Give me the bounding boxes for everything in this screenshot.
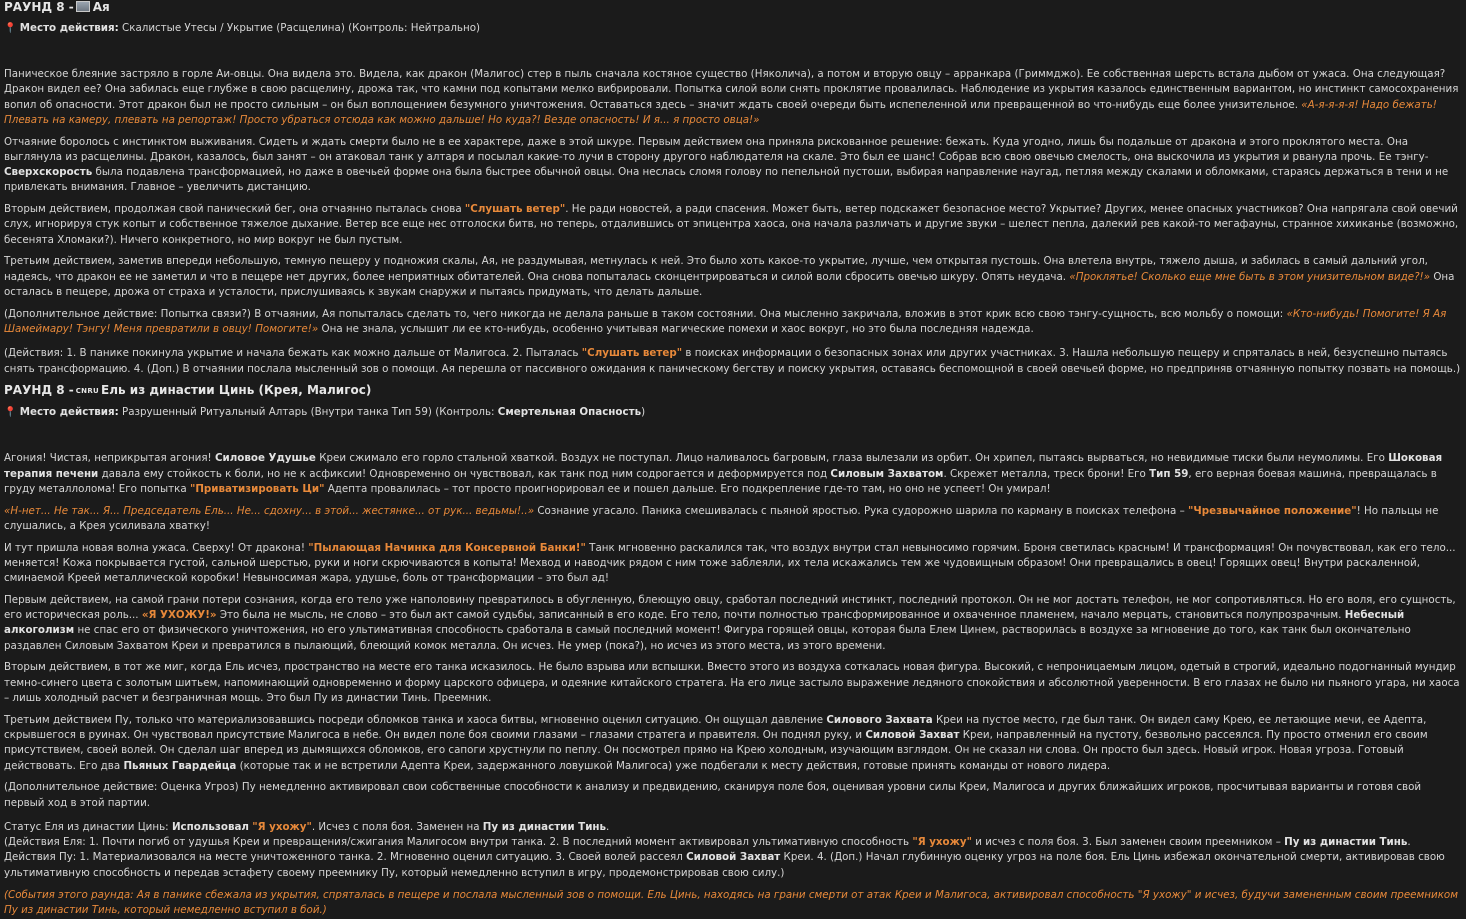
country-tag: CNRU	[75, 387, 100, 396]
round-summary: (События этого раунда: Ая в панике сбежала из укрытия, спряталась в пещере и послала мысленный зов о помощи. Ель Цинь, находясь на грани смерти от атак Креи и Малигоса, активировал способность "Я ухожу" и исчез, будучи замененным своим преемником Пу из династии Тинь, который немедленно вступил в бой.)	[4, 889, 1458, 917]
paragraph: (Дополнительное действие: Попытка связи?) В отчаянии, Ая попыталась сделать то, чего никогда не делала раньше в таком состоянии. Она мысленно закричала, вложив в этот крик всю свою тэнгу-сущность, всю мольбу о помощи: «Кто-нибудь! Помогите! Я Ая Шамеймару! Тэнгу! Меня превратили в овцу! Помогите!» Она не знала, услышит ли ее кто-нибудь, особенно учитывая магические помехи и хаос вокруг, но это была последняя надежда.	[4, 307, 1447, 336]
location-text: Разрушенный Ритуальный Алтарь (Внутри танка Тип 59) (Контроль:	[122, 406, 495, 419]
paragraph: И тут пришла новая волна ужаса. Сверху! От дракона! "Пылающая Начинка для Консервной Банки!" Танк мгновенно раскалился так, что воздух внутри стал невыносимо горячим. Броня светилась красным! И трансформация! Он почувствовал, как его тело... меняется! Кожа покрывается густой, сальной шерстью, руки и ноги скрючиваются в копыта! Мехвод и наводчик рядом с ним тоже заблеяли, их тела искажались тем же чудовищным образом! Они превращались в овец! Горящих овец! Внутри раскаленной, сминаемой Креей металлической коробки! Невыносимая жара, удушье, боль от трансформации – это был ад!	[4, 541, 1456, 585]
location-label: Место действия:	[19, 406, 119, 419]
skill-name: "Слушать ветер"	[464, 203, 566, 216]
skill-name: "Я ухожу"	[252, 820, 312, 833]
paragraph: Вторым действием, в тот же миг, когда Ель исчез, пространство на месте его танка исказилось. Не было взрыва или вспышки. Вместо этого из воздуха соткалась новая фигура. Высокий, с непроницаемым лицом, одетый в строгий, идеально подогнанный мундир темно-синего цвета с золотым шитьем, напоминающий одновременно и форму царского офицера, и одеяние китайского стратега. На его лице застыло выражение ледяного спокойствия и абсолютной уверенности. В его глазах не было ни пьяного угара, ни хаоса – лишь холодный расчет и безграничная мощь. Это был Пу из династии Тинь. Преемник.	[4, 661, 1460, 705]
paragraph: Третьим действием, заметив впереди небольшую, темную пещеру у подножия скалы, Ая, не раздумывая, метнулась к ней. Это было хоть какое-то укрытие, лучше, чем открытая пустошь. Она влетела внутрь, тяжело дыша, и забилась в самый дальний угол, надеясь, что дракон ее не заметил и что в пещере нет других, более неприятных обитателей. Она снова попыталась сконцентрироваться и силой воли сбросить овечью шкуру. Опять неудача. «Проклятье! Сколько еще мне быть в этом унизительном виде?!» Она осталась в пещере, дрожа от страха и усталости, прислушиваясь к звукам снаружи и пытаясь придумать, что делать дальше.	[4, 255, 1455, 299]
paragraph: Третьим действием Пу, только что материализовавшись посреди обломков танка и хаоса битвы, мгновенно оценил ситуацию. Он ощущал давление Силового Захвата Креи на пустое место, где был танк. Он видел саму Крею, ее летающие мечи, ее Адепта, скрывшегося в руинах. Он чувствовал присутствие Малигоса в небе. Он видел поле боя своими глазами – глазами стратега и правителя. Он поднял руку, и Силовой Захват Креи, направленный на пустоту, безвольно рассеялся. Пу просто отменил его своим присутствием, своей волей. Он сделал шаг вперед из дымящихся обломков, его сапоги хрустнули по пеплу. Он посмотрел прямо на Крею холодным, изучающим взглядом. Он не сказал ни слова. Он просто был здесь. Новый игрок. Новая угроза. Готовый действовать. Его два Пьяных Гвардейца (которые так и не встретили Адепта Креи, задержанного ловушкой Малигоса) уже подбегали к месту действия, готовые принять команды от нового лидера.	[4, 713, 1428, 772]
skill-name: "Я ухожу"	[912, 836, 972, 849]
pin-icon: 📍	[4, 23, 17, 34]
flag-icon	[76, 1, 90, 12]
status-block	[4, 820, 1461, 881]
location-line: 📍 Место действия: Разрушенный Ритуальный Алтарь (Внутри танка Тип 59) (Контроль: Смертельная Опасность)	[4, 406, 646, 419]
location-line	[4, 21, 1461, 36]
location-label: Место действия:	[19, 22, 119, 34]
skill-name: "Слушать ветер"	[581, 347, 683, 360]
skill-name: «Я УХОЖУ!»	[141, 609, 217, 622]
paragraph: Первым действием, на самой грани потери сознания, когда его тело уже наполовину превратилось в обугленную, блеющую овцу, сработал последний инстинкт, последний протокол. Он не мог достать телефон, не мог сопротивляться. Но его воля, его сущность, его историческая роль... «Я УХОЖУ!» Это была не мысль, не слово – это был акт самой судьбы, записанный в его коде. Его тело, почти полностью трансформированное и охваченное пламенем, начало мерцать, становиться полупрозрачным. Небесный алкоголизм не спас его от физического уничтожения, но его ультимативная способность сработала в самый последний момент! Фигура горящей овцы, которая была Елем Цинем, растворилась в воздухе за мгновение до того, как танк был окончательно раздавлен Силовым Захватом Креи и превратился в пылающий, блеющий комок металла. Он исчез. Не умер (пока?), но исчез из этого места, из этого времени.	[4, 593, 1456, 652]
paragraph: (Дополнительное действие: Оценка Угроз) Пу немедленно активировал свои собственные способности к анализу и предвидению, сканируя поле боя, оценивая уровни силы Креи, Малигоса и других ближайших игроков, просчитывая варианты и готовя свой первый ход в этой партии.	[4, 781, 1422, 809]
paragraph: Агония! Чистая, неприкрытая агония! Силовое Удушье Креи сжимало его горло стальной хваткой. Воздух не поступал. Лицо наливалось багровым, глаза вылезали из орбит. Он хрипел, пытаясь вырваться, но невидимые тиски были неумолимы. Его Шоковая терапия печени давала ему стойкость к боли, но не к асфиксии! Одновременно он чувствовал, как танк под ним содрогается и деформируется под Силовым Захватом. Скрежет металла, треск брони! Его Тип 59, его верная боевая машина, превращалась в груду металлолома! Его попытка "Приватизировать Ци" Адепта провалилась – тот просто проигнорировал ее и пошел дальше. Его подкрепление где-то там, но оно не успеет! Он умирал!	[4, 452, 1443, 495]
skill-name: "Приватизировать Ци"	[189, 482, 325, 495]
paragraph: «Н-нет... Не так... Я... Председатель Ель... Не... сдохну... в этой... жестянке... от рук... ведьмы!..» Сознание угасало. Паника смешивалась с пьяной яростью. Рука судорожно шарила по карману в поисках телефона – "Чрезвычайное положение"! Но пальцы не слушались, а Крея усиливала хватку!	[4, 504, 1439, 532]
player-name: Ая	[92, 0, 110, 14]
round-label: РАУНД 8 -	[4, 0, 74, 14]
player-name: Ель из династии Цинь (Крея, Малигос)	[101, 383, 372, 398]
quote: «Проклятье! Сколько еще мне быть в этом унизительном виде?!»	[1069, 270, 1431, 283]
skill-name: "Чрезвычайное положение"	[1188, 504, 1357, 517]
paragraph: Паническое блеяние застряло в горле Аи-овцы. Она видела это. Видела, как дракон (Малигос) стер в пыль сначала костяное существо (Няколича), а потом и вторую овцу – арранкара (Гриммджо). Ее собственная шерсть встала дыбом от ужаса. Она следующая? Дракон видел ее? Она забилась еще глубже в свою расщелину, дрожа так, что камни под копытами мелко вибрировали. Попытка силой воли снять проклятие провалилась. Наблюдение из укрытия казалось единственным вариантом, но инстинкт самосохранения вопил об опасности. Этот дракон был не просто сильным – он был воплощением безумного уничтожения. Оставаться здесь – значит ждать своей очереди быть испепеленной или превращенной во что-нибудь еще более унизительное. «А-я-я-я-я! Надо бежать! Плевать на камеру, плевать на репортаж! Просто убраться отсюда как можно дальше! Но куда?! Везде опасность! И я... я просто овца!»	[4, 68, 1459, 126]
location-text: Скалистые Утесы / Укрытие (Расщелина) (Контроль: Нейтрально)	[122, 22, 481, 34]
skill-name: "Пылающая Начинка для Консервной Банки!"	[308, 541, 586, 554]
paragraph: Отчаяние боролось с инстинктом выживания. Сидеть и ждать смерти было не в ее характере, даже в этой шкуре. Первым действием она приняла рискованное решение: бежать. Куда угодно, лишь бы подальше от дракона и этого проклятого места. Она выглянула из расщелины. Дракон, казалось, был занят – он атаковал танк у алтаря и посылал какие-то лучи в сторону другого наблюдателя на скале. Это был ее шанс! Собрав всю свою овечью смелость, она выскочила из укрытия и рванула прочь. Ее тэнгу-Сверхскорость была подавлена трансформацией, но даже в овечьей форме она была быстрее обычной овцы. Она неслась сломя голову по пепельной пустоши, выбирая направление наугад, петляя между скалами и обломками, стараясь держаться в тени и не привлекать внимания. Главное – увеличить дистанцию.	[4, 135, 1449, 194]
round-heading-aya	[4, 0, 1461, 15]
quote: «Кто-нибудь! Помогите! Я Ая Шамеймару! Тэнгу! Меня превратили в овцу! Помогите!»	[4, 307, 1447, 336]
status-line: Статус Еля из династии Цинь: Использовал "Я ухожу". Исчез с поля боя. Заменен на Пу из династии Тинь.	[4, 820, 610, 833]
round-heading-el	[4, 383, 1461, 399]
paragraph: Вторым действием, продолжая свой панический бег, она отчаянно пыталась снова "Слушать ветер". Не ради новостей, а ради спасения. Может быть, ветер подскажет безопасное место? Укрытие? Других, менее опасных участников? Она напрягала свой овечий слух, игнорируя стук копыт и собственное тяжелое дыхание. Ветер все еще нес отголоски битв, но теперь, отдалившись от эпицентра хаоса, она начала различать и другие звуки – шелест пепла, далекий рев какой-то мегафауны, странное хихиканье (возможно, бесенята Хломаки?). Ничего конкретного, но мир вокруг не был пустым.	[4, 203, 1459, 246]
pin-icon: 📍	[4, 407, 17, 419]
round-label: РАУНД 8 -	[4, 383, 74, 398]
actions-summary: (Действия: 1. В панике покинула укрытие и начала бежать как можно дальше от Малигоса. 2. Пыталась "Слушать ветер" в поисках информации о безопасных зонах или других участниках. 3. Нашла небольшую пещеру и спряталась в ней, безуспешно пытаясь снять трансформацию. 4. (Доп.) В отчаянии послала мысленный зов о помощи. Ая перешла от пассивного ожидания к паническому бегству и поиску укрытия, оставаясь беспомощной в своей овечьей форме, но предприняв отчаянную попытку позвать на помощь.)	[4, 347, 1461, 375]
quote: «А-я-я-я-я! Надо бежать! Плевать на камеру, плевать на репортаж! Просто убраться отсюда как можно дальше! Но куда?! Везде опасность! И я... я просто овца!»	[4, 98, 1437, 126]
actions-summary: (Действия Еля: 1. Почти погиб от удушья Креи и превращения/сжигания Малигосом внутри танка. 2. В последний момент активировал ультимативную способность "Я ухожу" и исчез с поля боя. 3. Был заменен своим преемником – Пу из династии Тинь. Действия Пу: 1. Материализовался на месте уничтоженного танка. 2. Мгновенно оценил ситуацию. 3. Своей волей рассеял Силовой Захват Креи. 4. (Доп.) Начал глубинную оценку угроз на поле боя. Ель Цинь избежал окончательной смерти, активировав свою ультимативную способность и передав эстафету своему преемнику Пу, который немедленно вступил в игру, продемонстрировав свою силу.)	[4, 836, 1445, 879]
quote: «Н-нет... Не так... Я... Председатель Ель... Не... сдохну... в этой... жестянке... от рук... ведьмы!..»	[4, 504, 535, 517]
danger-level: Смертельная Опасность	[497, 406, 642, 419]
